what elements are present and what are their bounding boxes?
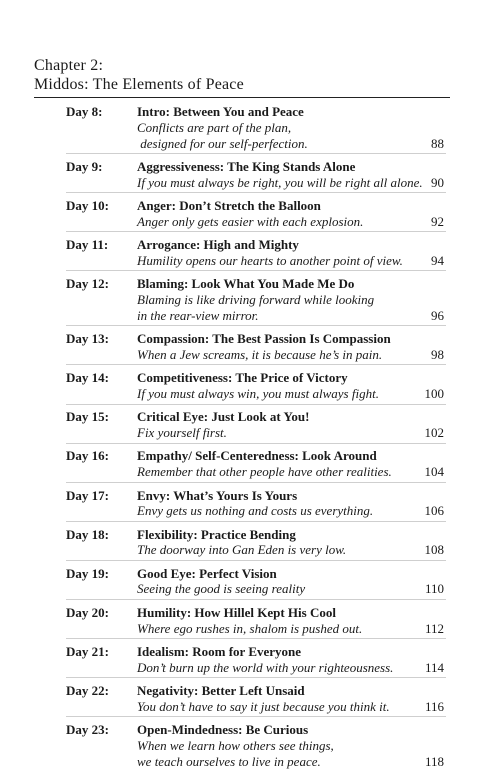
toc-separator [66,638,446,639]
toc-title: Empathy/ Self-Centeredness: Look Around [137,448,377,464]
toc-subtitle: Blaming is like driving forward while looking [137,291,375,307]
toc-separator [66,599,446,600]
toc-day: Day 20: [66,604,109,620]
toc-entry [0,409,500,441]
toc-entry-body [137,566,442,598]
toc-page-number: 112 [424,620,444,636]
toc-entry-body [137,331,442,363]
toc-page-number: 116 [424,698,444,714]
toc-entry-body [137,198,442,230]
toc-page-number: 106 [424,503,444,519]
toc-title: Competitiveness: The Price of Victory [137,370,348,386]
toc-entry [0,566,500,598]
toc-page-number: 90 [431,174,444,190]
toc-title: Anger: Don’t Stretch the Balloon [137,198,321,213]
toc-entry [0,527,500,559]
toc-page-number: 98 [431,346,444,362]
toc-page-number: 100 [424,385,444,401]
chapter-title: Middos: The Elements of Peace [34,76,244,93]
toc-subtitle: If you must always win, you must always fight. [137,385,379,401]
toc-day: Day 17: [66,487,109,503]
chapter-number: Chapter 2: [34,57,104,74]
toc-entry-body [137,644,442,676]
toc-entry [0,198,500,230]
toc-page-number: 108 [424,542,444,558]
toc-page-number: 110 [424,581,444,597]
toc-entry [0,276,500,323]
toc-separator [66,716,446,717]
toc-entry [0,722,500,769]
toc-entry [0,605,500,637]
toc-subtitle: Seeing the good is seeing reality [137,581,306,597]
toc-day: Day 9: [66,158,103,174]
toc-subtitle: in the rear-view mirror. [137,307,259,323]
toc-title: Aggressiveness: The King Stands Alone [137,158,356,174]
toc-separator [66,325,446,326]
toc-day: Day 21: [66,643,109,659]
toc-entry-body [137,605,442,637]
toc-day: Day 16: [66,448,109,464]
toc-separator [66,443,446,444]
toc-day: Day 8: [66,104,103,119]
toc-day: Day 12: [66,276,109,292]
toc-page-number: 96 [431,307,444,323]
toc-page-number: 104 [424,464,444,480]
toc-entry [0,104,500,151]
toc-separator [66,560,446,561]
toc-page-number: 118 [424,753,444,769]
toc-title: Intro: Between You and Peace [137,104,304,119]
toc-entry [0,448,500,480]
toc-subtitle: Where ego rushes in, shalom is pushed out. [137,620,363,636]
toc-subtitle: Don’t burn up the world with your righteousness. [137,659,394,675]
toc-day: Day 23: [66,722,109,738]
toc-title: Humility: How Hillel Kept His Cool [137,604,336,620]
toc-entry [0,331,500,363]
toc-entry [0,683,500,715]
toc-subtitle: Conflicts are part of the plan, [137,119,292,135]
toc-subtitle: we teach ourselves to live in peace. [137,753,321,769]
toc-subtitle: Envy gets us nothing and costs us everything. [137,503,374,519]
toc-entry-body [137,237,442,269]
toc-entry [0,488,500,520]
toc-entry-body [137,159,442,191]
toc-subtitle: The doorway into Gan Eden is very low. [137,542,347,558]
toc-title: Critical Eye: Just Look at You! [137,409,310,425]
toc-separator [66,482,446,483]
toc-title: Blaming: Look What You Made Me Do [137,276,355,292]
toc-entry-body [137,276,442,323]
toc-page-number: 88 [431,135,444,151]
toc-entry [0,644,500,676]
toc-day: Day 19: [66,565,109,581]
toc-entry-body [137,488,442,520]
chapter-heading [34,56,244,94]
toc-day: Day 22: [66,683,109,698]
toc-separator [66,364,446,365]
toc-subtitle: When we learn how others see things, [137,737,334,753]
toc-entry [0,370,500,402]
toc-page-number: 92 [431,213,444,229]
toc-entry-body [137,409,442,441]
toc-entry-body [137,527,442,559]
toc-title: Negativity: Better Left Unsaid [137,683,305,698]
toc-day: Day 18: [66,526,109,542]
toc-subtitle: designed for our self-perfection. [137,135,308,151]
toc-separator [66,677,446,678]
toc-day: Day 10: [66,198,109,213]
toc-title: Flexibility: Practice Bending [137,526,296,542]
toc-title: Envy: What’s Yours Is Yours [137,487,298,503]
toc-subtitle: When a Jew screams, it is because he’s in pain. [137,346,383,362]
toc-title: Compassion: The Best Passion Is Compassion [137,331,391,347]
toc-subtitle: You don’t have to say it just because you think it. [137,698,390,714]
toc-day: Day 15: [66,409,109,425]
toc-separator [66,404,446,405]
toc-separator [66,270,446,271]
heading-rule [34,97,450,98]
toc-day: Day 13: [66,331,109,347]
toc-subtitle: Anger only gets easier with each explosion. [137,213,364,229]
toc-entry-body [137,683,442,715]
toc-title: Open-Mindedness: Be Curious [137,722,309,738]
toc-subtitle: Humility opens our hearts to another point of view. [137,252,403,268]
toc-entry [0,237,500,269]
toc-day: Day 11: [66,237,109,253]
toc-page-number: 114 [424,659,444,675]
toc-entry [0,159,500,191]
toc-day: Day 14: [66,370,109,386]
toc-entry-body [137,104,442,151]
toc-title: Arrogance: High and Mighty [137,237,299,253]
toc-separator [66,153,446,154]
toc-title: Idealism: Room for Everyone [137,643,302,659]
toc-separator [66,192,446,193]
toc-subtitle: Remember that other people have other realities. [137,464,392,480]
toc-title: Good Eye: Perfect Vision [137,565,277,581]
toc-separator [66,231,446,232]
toc-separator [66,521,446,522]
toc-subtitle: Fix yourself first. [137,425,227,441]
toc-page-number: 94 [431,252,444,268]
toc-page-number: 102 [424,425,444,441]
toc-entry-body [137,722,442,769]
toc-entry-body [137,448,442,480]
toc-subtitle: If you must always be right, you will be right all alone. [137,174,423,190]
toc-entry-body [137,370,442,402]
